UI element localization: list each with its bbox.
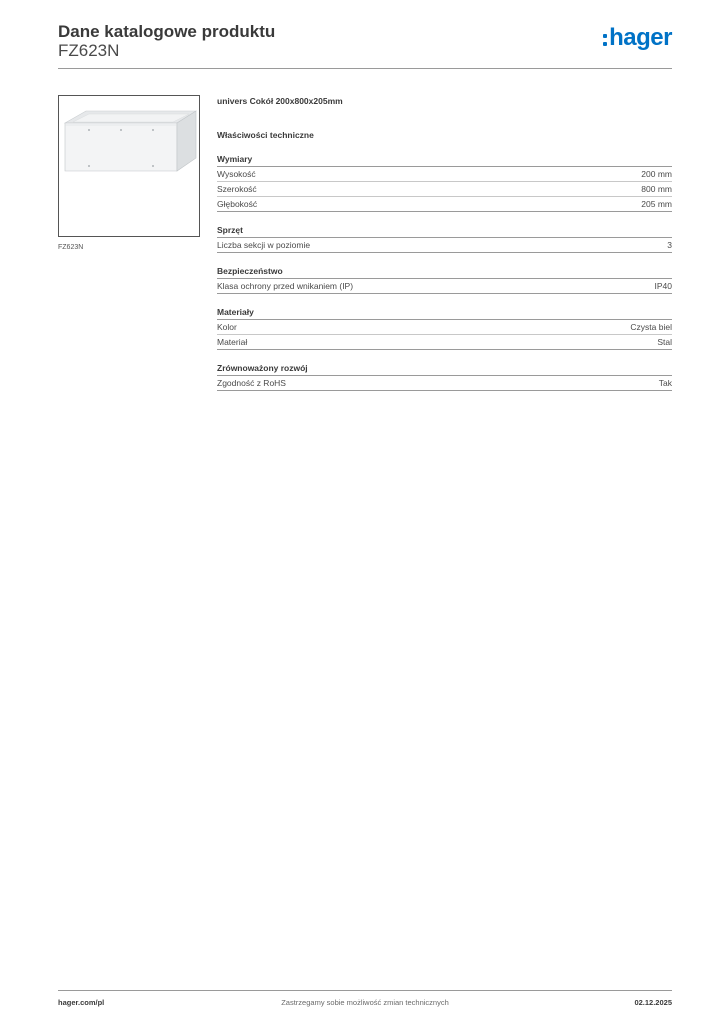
page-title: Dane katalogowe produktu [58, 22, 276, 41]
footer-date: 02.12.2025 [634, 998, 672, 1007]
spec-value: Stal [657, 337, 672, 347]
spec-value: 3 [667, 240, 672, 250]
section-title: Zrównoważony rozwój [217, 362, 672, 376]
header-divider [58, 68, 672, 69]
footer-divider [58, 990, 672, 991]
footer-website-link[interactable]: hager.com/pl [58, 998, 105, 1007]
section-title: Sprzęt [217, 224, 672, 238]
spec-value: Tak [658, 378, 672, 388]
spec-value: 200 mm [641, 169, 672, 179]
spec-row [217, 167, 672, 182]
spec-value: IP40 [654, 281, 672, 291]
spec-value: Czysta biel [630, 322, 672, 332]
spec-row [217, 197, 672, 212]
section-materials [217, 306, 672, 350]
logo-dots-icon [603, 34, 607, 46]
product-details [217, 95, 672, 391]
page-footer [58, 998, 672, 1010]
spec-label: Kolor [217, 322, 237, 332]
spec-label: Szerokość [217, 184, 257, 194]
spec-label: Klasa ochrony przed wnikaniem (IP) [217, 281, 354, 291]
section-dimensions [217, 153, 672, 212]
product-plinth-image [59, 96, 199, 236]
spec-row [217, 376, 672, 391]
spec-row [217, 335, 672, 350]
spec-label: Wysokość [217, 169, 256, 179]
page-header [58, 20, 672, 68]
tech-properties-heading: Właściwości techniczne [217, 130, 314, 140]
section-title: Wymiary [217, 153, 672, 167]
spec-label: Liczba sekcji w poziomie [217, 240, 311, 250]
section-title: Bezpieczeństwo [217, 265, 672, 279]
logo-text: hager [609, 24, 672, 51]
product-name: univers Cokół 200x800x205mm [217, 96, 343, 106]
spec-value: 800 mm [641, 184, 672, 194]
product-image [58, 95, 200, 237]
section-sustainability [217, 362, 672, 391]
image-caption: FZ623N [58, 244, 84, 251]
section-safety [217, 265, 672, 294]
spec-label: Głębokość [217, 199, 258, 209]
spec-row [217, 182, 672, 197]
product-code: FZ623N [58, 41, 120, 60]
spec-value: 205 mm [641, 199, 672, 209]
spec-label: Materiał [217, 337, 248, 347]
footer-disclaimer: Zastrzegamy sobie możliwość zmian technicznych [281, 998, 449, 1007]
spec-label: Zgodność z RoHS [217, 378, 286, 388]
section-title: Materiały [217, 306, 672, 320]
spec-row [217, 279, 672, 294]
hager-logo[interactable] [603, 26, 672, 50]
spec-row [217, 320, 672, 335]
spec-row [217, 238, 672, 253]
section-equipment [217, 224, 672, 253]
